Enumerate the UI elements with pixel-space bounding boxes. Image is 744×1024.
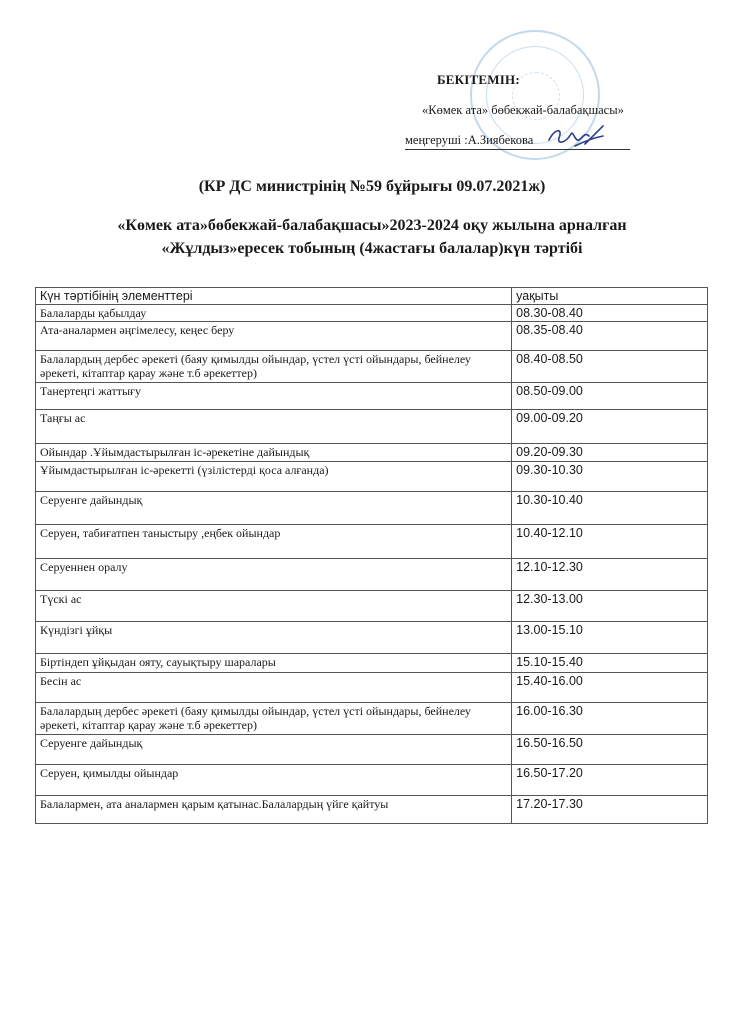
table-row <box>36 383 708 410</box>
activity-cell: Күндізгі ұйқы <box>36 622 512 654</box>
time-cell: 16.00-16.30 <box>512 703 708 735</box>
table-row <box>36 525 708 559</box>
table-row <box>36 591 708 622</box>
signature <box>545 122 605 152</box>
activity-cell: Біртіндеп ұйқыдан ояту, сауықтыру шаралары <box>36 654 512 673</box>
time-cell: 12.30-13.00 <box>512 591 708 622</box>
table-row <box>36 322 708 351</box>
table-row <box>36 765 708 796</box>
activity-cell: Балалардың дербес әрекеті (баяу қимылды ойындар, үстел үсті ойындары, бейнелеу әрекеті, кітаптар қарау және т.б әрекеттер) <box>36 351 512 383</box>
activity-cell: Серуенге дайындық <box>36 492 512 525</box>
header-time: уақыты <box>512 288 708 305</box>
document-title-line1: «Көмек ата»бөбекжай-балабақшасы»2023-2024 оқу жылына арналған <box>117 217 627 234</box>
time-cell: 08.35-08.40 <box>512 322 708 351</box>
table-row <box>36 673 708 703</box>
time-cell: 08.30-08.40 <box>512 305 708 322</box>
time-cell: 10.40-12.10 <box>512 525 708 559</box>
table-row <box>36 462 708 492</box>
activity-cell: Ұйымдастырылған іс-әрекетті (үзілістерді қоса алғанда) <box>36 462 512 492</box>
activity-cell: Балаларды қабылдау <box>36 305 512 322</box>
activity-cell: Таңғы ас <box>36 410 512 444</box>
time-cell: 09.20-09.30 <box>512 444 708 462</box>
table-row <box>36 305 708 322</box>
table-row <box>36 444 708 462</box>
table-row <box>36 654 708 673</box>
time-cell: 10.30-10.40 <box>512 492 708 525</box>
time-cell: 16.50-17.20 <box>512 765 708 796</box>
activity-cell: Түскі ас <box>36 591 512 622</box>
approval-heading: БЕКІТЕМІН: <box>437 72 520 87</box>
document-title-line2: «Жұлдыз»ересек тобының (4жастағы балалар)күн тәртібі <box>161 240 583 257</box>
table-row <box>36 622 708 654</box>
activity-cell: Танертеңгі жаттығу <box>36 383 512 410</box>
activity-cell: Ойындар .Ұйымдастырылған іс-әрекетіне дайындық <box>36 444 512 462</box>
activity-cell: Ата-аналармен әңгімелесу, кеңес беру <box>36 322 512 351</box>
activity-cell: Серуен, қимылды ойындар <box>36 765 512 796</box>
activity-cell: Серуен, табиғатпен таныстыру ,еңбек ойындар <box>36 525 512 559</box>
table-row <box>36 796 708 824</box>
table-row <box>36 492 708 525</box>
kindergarten-name: «Көмек ата» бөбекжай-балабақшасы» <box>422 103 624 117</box>
table-row <box>36 735 708 765</box>
table-row <box>36 410 708 444</box>
daily-schedule-table <box>35 287 708 824</box>
time-cell: 15.10-15.40 <box>512 654 708 673</box>
activity-cell: Балалармен, ата аналармен қарым қатынас.Балалардың үйге қайтуы <box>36 796 512 824</box>
time-cell: 17.20-17.30 <box>512 796 708 824</box>
time-cell: 09.30-10.30 <box>512 462 708 492</box>
table-row <box>36 351 708 383</box>
table-row <box>36 559 708 591</box>
order-reference: (КР ДС министрінің №59 бұйрығы 09.07.2021ж) <box>198 178 546 195</box>
time-cell: 09.00-09.20 <box>512 410 708 444</box>
activity-cell: Балалардың дербес әрекеті (баяу қимылды ойындар, үстел үсті ойындары, бейнелеу әрекеті, кітаптар қарау және т.б әрекеттер) <box>36 703 512 735</box>
time-cell: 08.50-09.00 <box>512 383 708 410</box>
manager-line: меңгеруші :А.Зиябекова <box>405 133 630 150</box>
activity-cell: Бесін ас <box>36 673 512 703</box>
time-cell: 16.50-16.50 <box>512 735 708 765</box>
time-cell: 08.40-08.50 <box>512 351 708 383</box>
activity-cell: Серуеннен оралу <box>36 559 512 591</box>
time-cell: 13.00-15.10 <box>512 622 708 654</box>
table-header-row <box>36 288 708 305</box>
activity-cell: Серуенге дайындық <box>36 735 512 765</box>
header-activity: Күн тәртібінің элементтері <box>36 288 512 305</box>
table-row <box>36 703 708 735</box>
time-cell: 12.10-12.30 <box>512 559 708 591</box>
time-cell: 15.40-16.00 <box>512 673 708 703</box>
